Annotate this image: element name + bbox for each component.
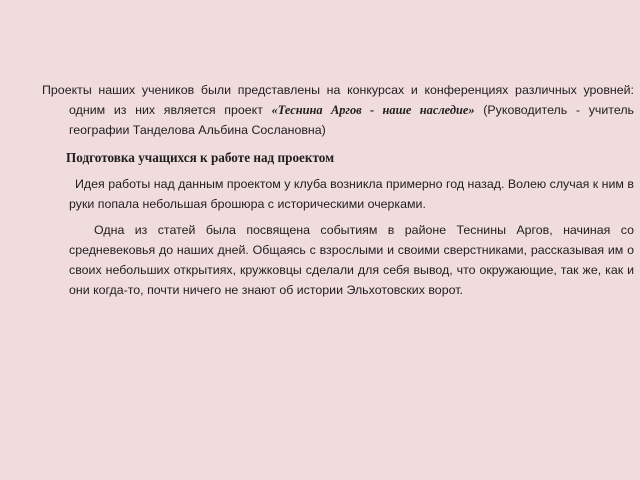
slide-content bbox=[42, 80, 634, 300]
project-title: «Теснина Аргов - наше наследие» bbox=[271, 103, 475, 117]
paragraph-projects-tail: (Руководитель - учитель географии Танделова Альбина Сослановна) bbox=[69, 103, 635, 137]
paragraph-idea: Идея работы над данным проектом у клуба возникла примерно год назад. Волею случая к ним в руки попала небольшая брошюра с историческими очерками. bbox=[69, 177, 634, 211]
paragraph-article: Одна из статей была посвящена событиям в районе Теснины Аргов, начиная со средневековья до наших дней. Общаясь с взрослыми и своими сверстниками, рассказывая им о своих небольших открытиях, кружковцы сделали для себя вывод, что окружающие, так же, как и они когда-то, почти ничего не знают об истории Эльхотовских ворот. bbox=[69, 223, 634, 297]
paragraph-projects bbox=[42, 80, 634, 140]
paragraph-projects-lead: Проекты наших учеников были представлены на конкурсах и конференциях различных уровней: одним из них является проект bbox=[42, 83, 634, 117]
section-heading: Подготовка учащихся к работе над проектом bbox=[66, 150, 335, 165]
